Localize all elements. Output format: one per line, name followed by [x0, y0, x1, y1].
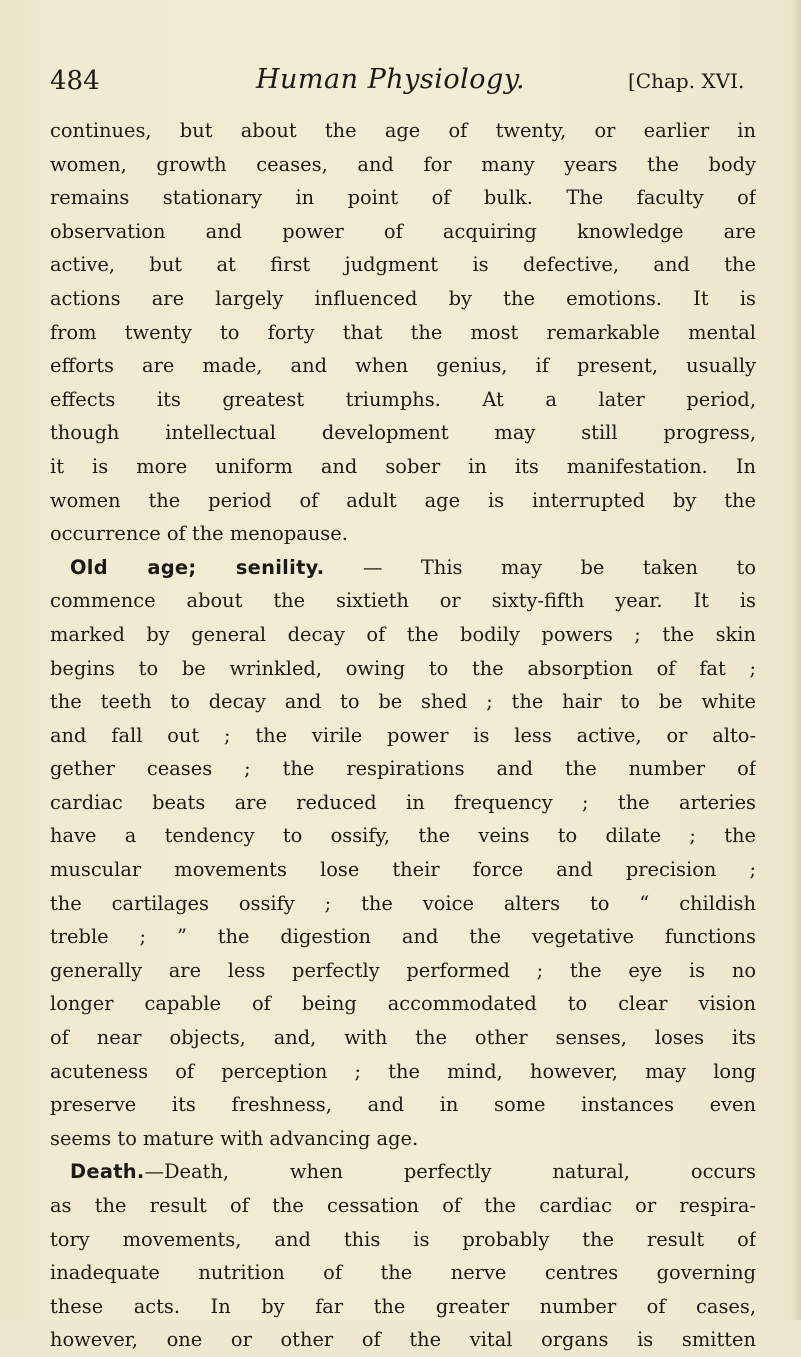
text-line: continues, but about the age of twenty, or earlier in — [50, 119, 756, 142]
text-line: occurrence of the menopause. — [50, 522, 348, 546]
text-line: though intellectual development may still progress, — [50, 421, 756, 445]
text-line: the teeth to decay and to be shed ; the hair to be white — [50, 690, 756, 714]
death-section-start — [50, 1155, 756, 1189]
text-line: cardiac beats are reduced in frequency ; the arteries — [50, 790, 756, 814]
text-line: generally are less perfectly performed ; the eye is no — [50, 958, 756, 982]
text-line: actions are largely influenced by the emotions. It is — [50, 286, 756, 310]
old-age-section-start — [50, 551, 756, 585]
text-line: remains stationary in point of bulk. The faculty of — [50, 186, 756, 210]
page-number: 484 — [50, 66, 100, 96]
text-line: however, one or other of the vital organs is smitten — [50, 1328, 756, 1352]
text-line: efforts are made, and when genius, if present, usually — [50, 354, 756, 378]
text-line: commence about the sixtieth or sixty-fifth year. It is — [50, 589, 756, 613]
text-line-fragment: —Death, when perfectly natural, occurs — [144, 1160, 756, 1184]
section-heading-death: Death. — [70, 1160, 145, 1184]
text-line: inadequate nutrition of the nerve centres governing — [50, 1261, 756, 1285]
page-header — [50, 62, 750, 102]
text-line: seems to mature with advancing age. — [50, 1126, 419, 1150]
text-line: acuteness of perception ; the mind, however, may long — [50, 1059, 756, 1083]
section-heading-old-age: Old age; senility. — [70, 555, 325, 579]
text-line: of near objects, and, with the other senses, loses its — [50, 1026, 756, 1050]
text-line: women, growth ceases, and for many years the body — [50, 152, 756, 176]
text-line: tory movements, and this is probably the result of — [50, 1227, 756, 1251]
text-line: longer capable of being accommodated to clear vision — [50, 992, 756, 1016]
text-line: preserve its freshness, and in some instances even — [50, 1093, 756, 1117]
text-line: as the result of the cessation of the cardiac or respira- — [50, 1194, 756, 1217]
text-line: gether ceases ; the respirations and the number of — [50, 757, 756, 781]
text-line: women the period of adult age is interrupted by the — [50, 488, 756, 512]
text-line: active, but at first judgment is defective, and the — [50, 253, 756, 277]
text-line: have a tendency to ossify, the veins to dilate ; the — [50, 824, 756, 848]
body-text — [50, 114, 756, 1357]
text-line: from twenty to forty that the most remarkable mental — [50, 320, 756, 344]
page-edge-shadow — [791, 0, 801, 1320]
text-line: marked by general decay of the bodily powers ; the skin — [50, 622, 756, 646]
text-line: muscular movements lose their force and precision ; — [50, 858, 756, 882]
text-line: the cartilages ossify ; the voice alters to “ childish — [50, 891, 756, 915]
text-line: it is more uniform and sober in its manifestation. In — [50, 454, 756, 478]
text-line: and fall out ; the virile power is less active, or alto- — [50, 723, 756, 747]
text-line: observation and power of acquiring knowledge are — [50, 219, 756, 243]
text-line: these acts. In by far the greater number of cases, — [50, 1294, 756, 1318]
text-line: begins to be wrinkled, owing to the absorption of fat ; — [50, 656, 756, 680]
text-line-fragment: — This may be taken to — [324, 555, 756, 579]
text-line: effects its greatest triumphs. At a later period, — [50, 387, 756, 411]
running-title: Human Physiology. — [256, 64, 526, 95]
chapter-reference: [Chap. XVI. — [628, 69, 745, 93]
text-line: treble ; ” the digestion and the vegetative functions — [50, 925, 756, 949]
